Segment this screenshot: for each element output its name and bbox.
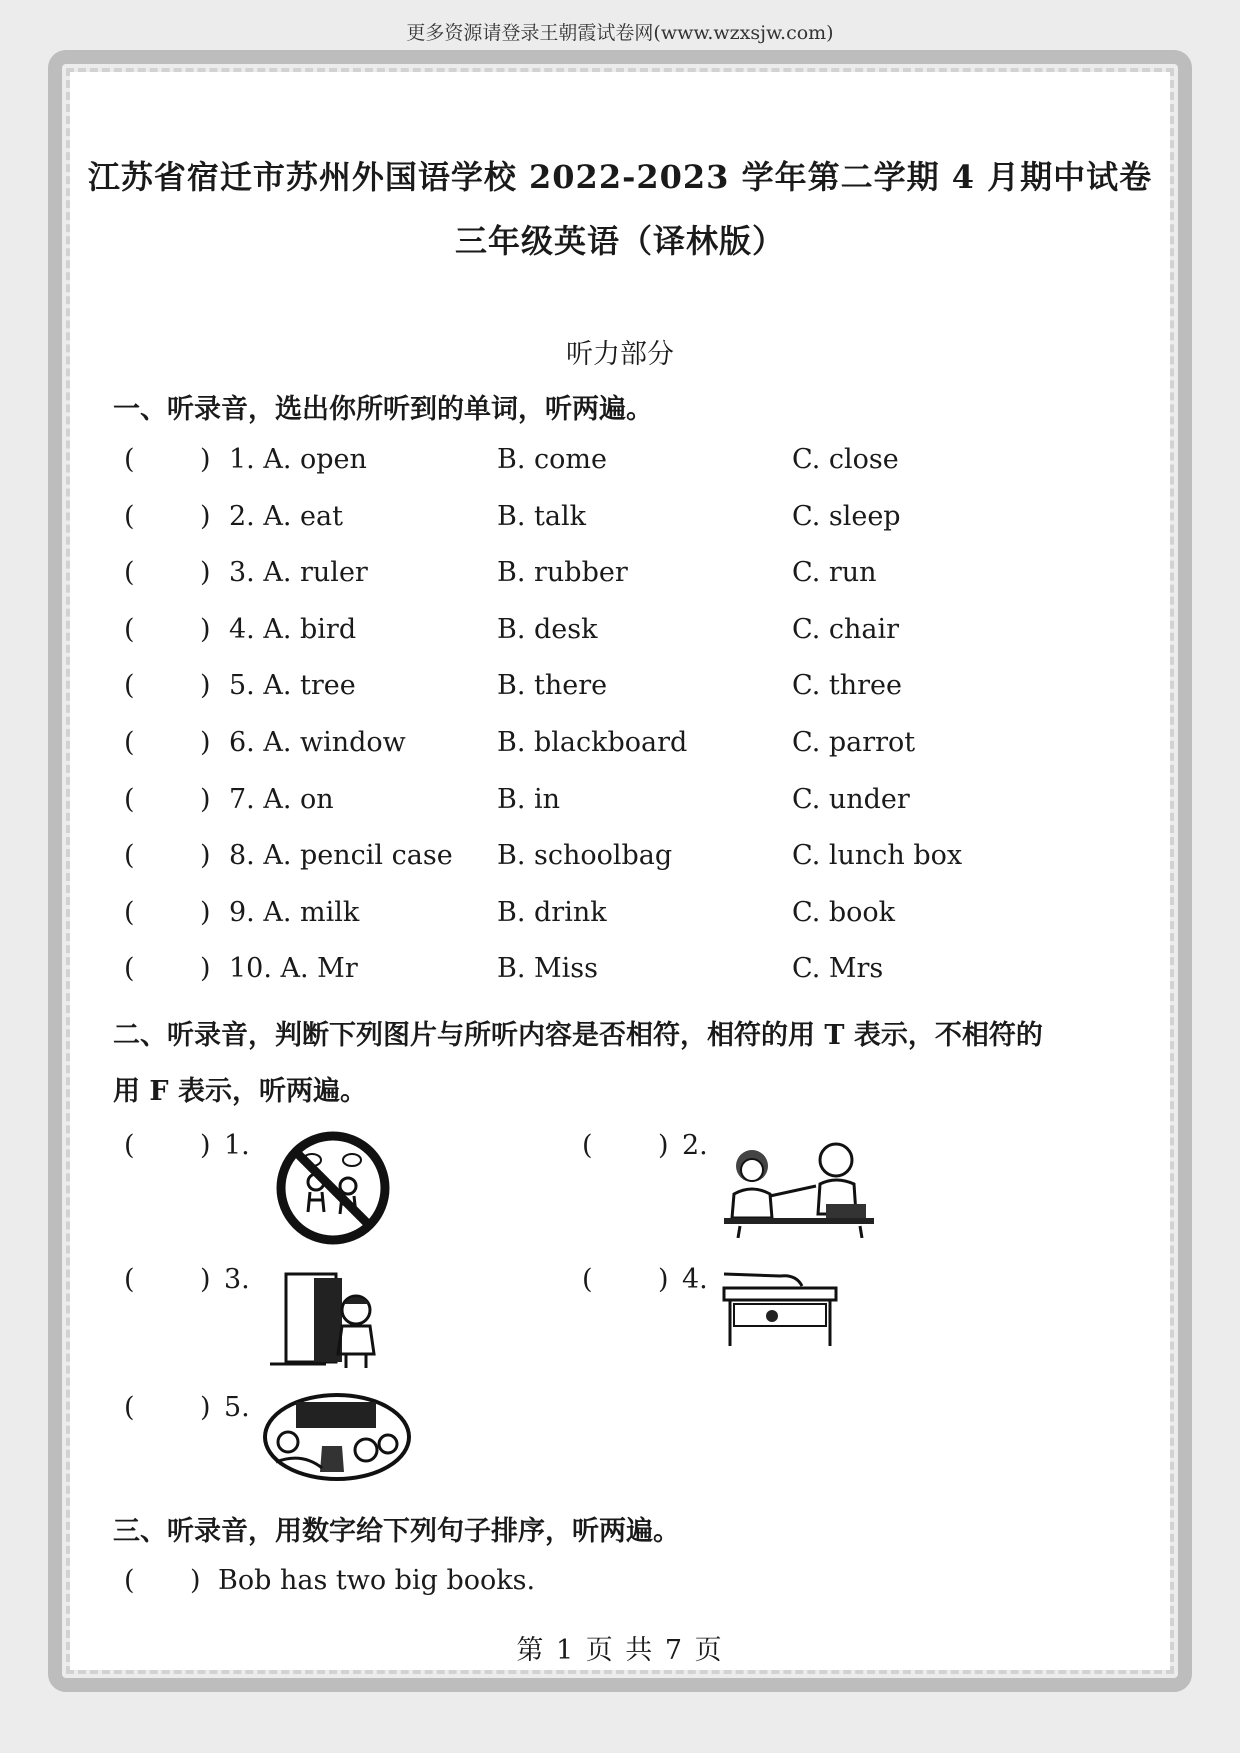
- item-number: 1.: [224, 1130, 250, 1161]
- question-row: [0, 784, 1240, 820]
- answer-paren-open[interactable]: (: [582, 1130, 593, 1161]
- option-a: 10. A. Mr: [229, 953, 358, 985]
- answer-paren-close: ): [200, 840, 211, 872]
- page-footer: 第 1 页 共 7 页: [516, 1635, 724, 1666]
- sentence-text: Bob has two big books.: [218, 1565, 536, 1596]
- option-a: 4. A. bird: [229, 613, 357, 645]
- hand-on-desk-picture: [720, 1266, 842, 1350]
- answer-paren-close: ): [658, 1264, 669, 1295]
- answer-paren-open[interactable]: (: [124, 727, 135, 758]
- answer-paren-open[interactable]: (: [124, 670, 135, 702]
- answer-paren-close: ): [200, 896, 211, 928]
- option-c: C. parrot: [792, 727, 916, 758]
- question-row: [0, 727, 1240, 763]
- option-c: C. chair: [792, 613, 900, 645]
- answer-paren-close: ): [200, 444, 211, 475]
- option-a: 8. A. pencil case: [229, 840, 453, 872]
- answer-paren-open[interactable]: (: [124, 1130, 135, 1161]
- question-row: [0, 614, 1240, 650]
- option-c: C. lunch box: [792, 840, 963, 872]
- answer-paren-close: ): [190, 1565, 201, 1596]
- question-row: [0, 840, 1240, 876]
- option-c: C. three: [792, 670, 902, 702]
- part1-heading: 一、听录音，选出你所听到的单词，听两遍。: [113, 394, 653, 425]
- option-a: 7. A. on: [229, 783, 334, 815]
- option-a: 2. A. eat: [229, 500, 343, 532]
- question-row: [0, 897, 1240, 933]
- answer-paren-close: ): [200, 727, 211, 758]
- item-number: 3.: [224, 1264, 250, 1295]
- option-b: B. schoolbag: [497, 840, 673, 872]
- option-c: C. close: [792, 444, 899, 475]
- exam-subtitle: 三年级英语（译林版）: [454, 222, 785, 260]
- exam-title: 江苏省宿迁市苏州外国语学校 2022-2023 学年第二学期 4 月期中试卷: [87, 158, 1153, 196]
- question-row: [0, 670, 1240, 706]
- option-b: B. drink: [497, 896, 607, 928]
- answer-paren-open[interactable]: (: [124, 783, 135, 815]
- answer-paren-open[interactable]: (: [124, 953, 135, 985]
- option-c: C. Mrs: [792, 953, 884, 985]
- answer-paren-close: ): [200, 1264, 211, 1295]
- answer-paren-close: ): [200, 670, 211, 702]
- part3-heading: 三、听录音，用数字给下列句子排序，听两遍。: [113, 1516, 680, 1547]
- no-talking-sign-picture: [272, 1130, 394, 1246]
- item-number: 2.: [682, 1130, 708, 1161]
- option-a: 6. A. window: [229, 727, 406, 758]
- option-c: C. under: [792, 783, 910, 815]
- option-c: C. sleep: [792, 500, 901, 532]
- option-a: 1. A. open: [229, 444, 367, 475]
- answer-paren-close: ): [200, 1130, 211, 1161]
- part3-sentence-row: [0, 1565, 1240, 1601]
- option-b: B. talk: [497, 500, 586, 532]
- option-c: C. run: [792, 557, 877, 589]
- header-note: 更多资源请登录王朝霞试卷网(www.wzxsjw.com): [406, 22, 834, 44]
- option-c: C. book: [792, 896, 896, 928]
- answer-paren-open[interactable]: (: [124, 1565, 135, 1596]
- answer-paren-open[interactable]: (: [582, 1264, 593, 1295]
- option-b: B. desk: [497, 613, 598, 645]
- answer-paren-close: ): [658, 1130, 669, 1161]
- item-number: 5.: [224, 1392, 250, 1423]
- answer-paren-close: ): [200, 953, 211, 985]
- option-b: B. in: [497, 783, 561, 815]
- answer-paren-open[interactable]: (: [124, 613, 135, 645]
- answer-paren-open[interactable]: (: [124, 840, 135, 872]
- option-b: B. blackboard: [497, 727, 688, 758]
- answer-paren-close: ): [200, 613, 211, 645]
- option-b: B. Miss: [497, 953, 598, 985]
- item-number: 4.: [682, 1264, 708, 1295]
- child-at-door-picture: [266, 1268, 398, 1372]
- classroom-scene-picture: [262, 1392, 412, 1482]
- listening-heading: 听力部分: [566, 339, 674, 370]
- answer-paren-open[interactable]: (: [124, 896, 135, 928]
- answer-paren-open[interactable]: (: [124, 500, 135, 532]
- answer-paren-close: ): [200, 500, 211, 532]
- part2-heading-line1: 二、听录音，判断下列图片与所听内容是否相符，相符的用 T 表示，不相符的: [113, 1020, 1043, 1051]
- question-row: [0, 444, 1240, 480]
- answer-paren-close: ): [200, 557, 211, 589]
- option-a: 9. A. milk: [229, 896, 360, 928]
- part2-heading-line2: 用 F 表示，听两遍。: [113, 1076, 367, 1107]
- option-a: 5. A. tree: [229, 670, 356, 702]
- question-row: [0, 953, 1240, 989]
- option-b: B. there: [497, 670, 608, 702]
- answer-paren-close: ): [200, 1392, 211, 1423]
- two-children-classroom-picture: [720, 1134, 876, 1238]
- answer-paren-open[interactable]: (: [124, 557, 135, 589]
- answer-paren-open[interactable]: (: [124, 1264, 135, 1295]
- option-b: B. rubber: [497, 557, 628, 589]
- answer-paren-open[interactable]: (: [124, 1392, 135, 1423]
- option-b: B. come: [497, 444, 607, 475]
- option-a: 3. A. ruler: [229, 557, 368, 589]
- answer-paren-open[interactable]: (: [124, 444, 135, 475]
- question-row: [0, 557, 1240, 593]
- question-row: [0, 501, 1240, 537]
- answer-paren-close: ): [200, 783, 211, 815]
